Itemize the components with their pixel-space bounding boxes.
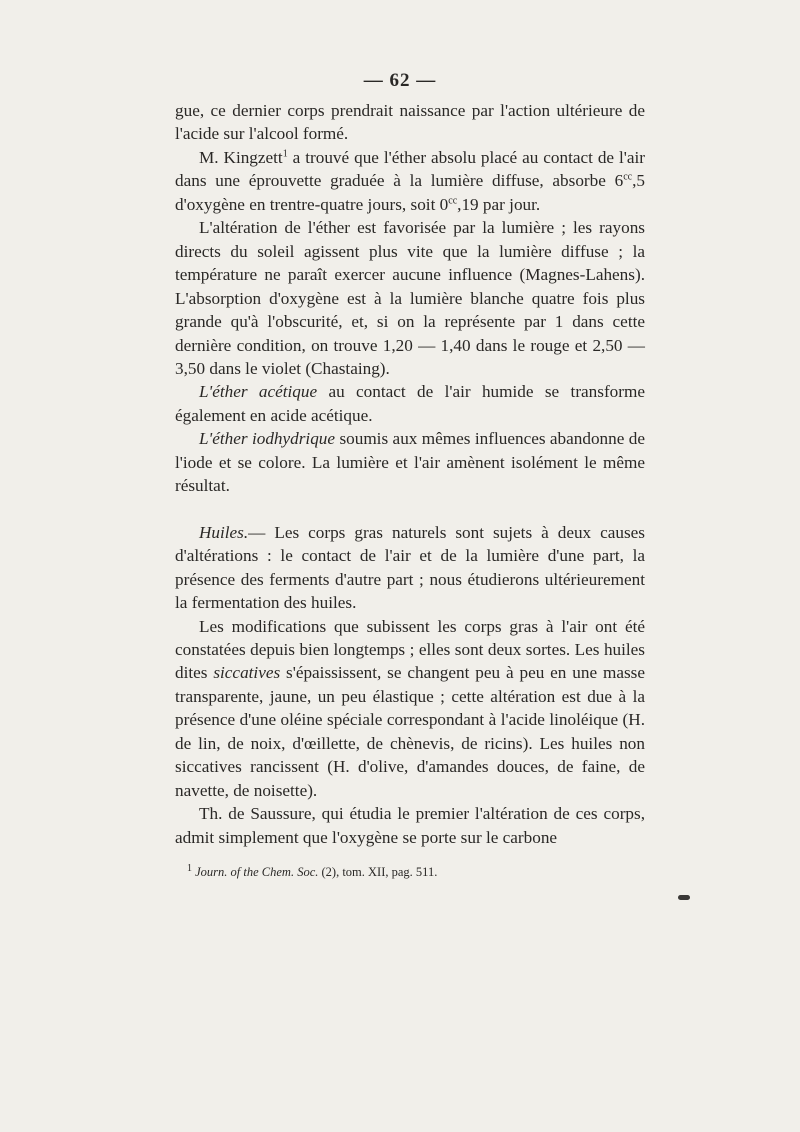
paragraph-2: M. Kingzett$^1$ a trouvé que l'éther absolu placé au contact de l'air dans une éprouvette graduée à la lumière diffuse, absorbe $6^{cc},5$ d'oxygène en trentre-quatre jours, soit $0^{cc},19$ par jour. [175, 147, 645, 214]
paragraph-6: Huiles.— Les corps gras naturels sont sujets à deux causes d'altérations : le contact de l'air et de la lumière d'une part, la présence des ferments d'autre part ; nous étudierons ultérieurement la fermentation des huiles. [175, 522, 645, 613]
term-ether-acetique: L'éther acétique [199, 382, 318, 402]
ink-blot [678, 895, 690, 900]
section-gap [175, 498, 645, 521]
paragraph-8: Th. de Saussure, qui étudia le premier l'altération de ces corps, admit simplement que l'oxygène se porte sur le carbone [175, 804, 645, 847]
paragraph-3: L'altération de l'éther est favorisée par la lumière ; les rayons directs du soleil agissent plus vite que la lumière diffuse ; la température ne paraît exercer aucune influence (Magnes-Lahens). L'absorption d'oxygène est à la lumière blanche quatre fois plus grande qu'à l'obscurité, et, si on la représente par 1 dans cette dernière condition, on trouve 1,20 — 1,40 dans le rouge et 2,50 — 3,50 dans le violet (Chastaing). [175, 218, 645, 378]
paragraph-4: L'éther acétique au contact de l'air humide se transforme également en acide acétique. [175, 382, 645, 425]
unit-superscript: cc [448, 195, 458, 207]
page-number: — 62 — [363, 70, 437, 91]
footnote-mark: 1 [187, 862, 192, 874]
footnote-journal: Journ. of the Chem. Soc. [195, 865, 319, 879]
paragraph-5: L'éther iodhydrique soumis aux mêmes influences abandonne de l'iode et se colore. La lumière et l'air amènent isolément le même résultat. [175, 429, 646, 496]
paragraph-7: Les modifications que subissent les corps gras à l'air ont été constatées depuis bien longtemps ; elles sont deux sortes. Les huiles dites siccatives s'épaississent, se changent peu à peu en une masse transparente, jaune, un peu élastique ; cette altération est due à la présence d'une oléine spéciale correspondant à l'acide linoléique (H. de lin, de noix, d'œillette, de chènevis, de ricins). Les huiles non siccatives rancissent (H. d'olive, d'amandes douces, de faine, de navette, de noisette). [175, 616, 645, 800]
term-ether-iodhydrique: L'éther iodhydrique [199, 429, 336, 449]
unit-superscript: cc [623, 171, 633, 183]
term-siccatives: siccatives [213, 663, 281, 683]
author-name: M. Kingzett [199, 147, 283, 167]
paragraph-1: gue, ce dernier corps prendrait naissance par l'action ultérieure de l'acide sur l'alcool formé. [175, 101, 645, 144]
footnote-reference: 1 [282, 148, 288, 160]
footnote [187, 864, 657, 880]
footnote-details: (2), tom. XII, pag. 511. [318, 865, 438, 879]
body-text [175, 99, 645, 849]
section-heading-huiles: Huiles. [199, 522, 249, 542]
